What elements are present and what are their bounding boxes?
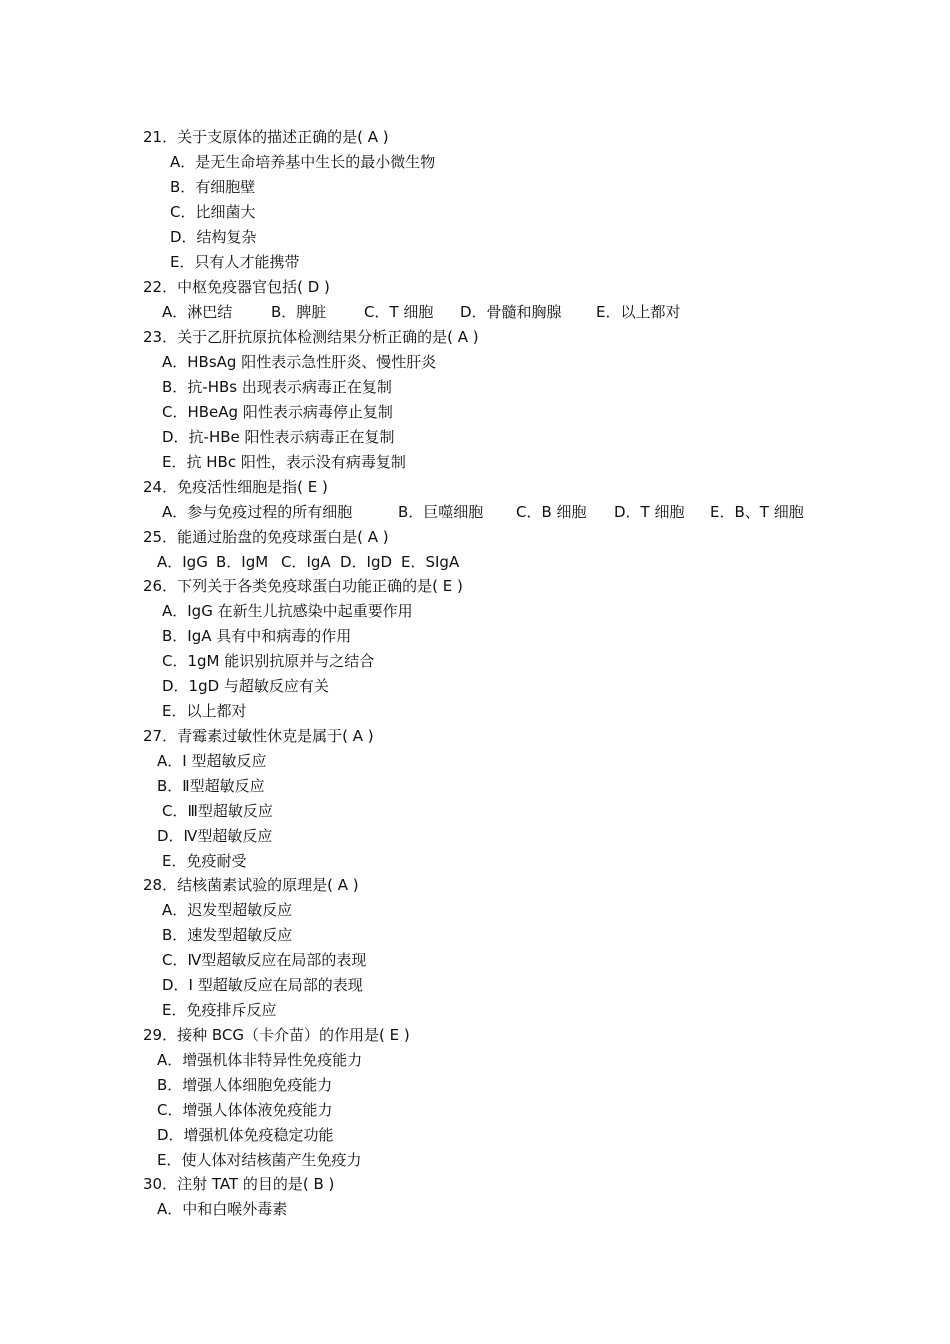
- option-23-e: E．抗 HBc 阳性，表示没有病毒复制: [162, 453, 406, 471]
- option-22-a: A．淋巴结: [162, 303, 233, 321]
- option-21-c: C．比细菌大: [170, 203, 256, 221]
- option-21-e: E．只有人才能携带: [170, 253, 300, 271]
- option-22-c: C．T 细胞: [364, 303, 434, 321]
- option-30-a: A．中和白喉外毒素: [157, 1200, 288, 1218]
- option-26-d: D．1gD 与超敏反应有关: [162, 677, 329, 695]
- option-25-d: D．IgD: [340, 553, 393, 571]
- option-23-d: D．抗-HBe 阳性表示病毒正在复制: [162, 428, 395, 446]
- option-24-d: D．T 细胞: [614, 503, 685, 521]
- option-25-a: A．IgG: [157, 553, 208, 571]
- option-28-e: E．免疫排斥反应: [162, 1001, 277, 1019]
- option-26-e: E．以上都对: [162, 702, 247, 720]
- option-28-b: B．速发型超敏反应: [162, 926, 293, 944]
- option-24-b: B．巨噬细胞: [398, 503, 484, 521]
- option-27-d: D．Ⅳ型超敏反应: [157, 827, 273, 845]
- option-26-b: B．IgA 具有中和病毒的作用: [162, 627, 352, 645]
- option-29-d: D．增强机体免疫稳定功能: [157, 1126, 334, 1144]
- option-28-c: C．Ⅳ型超敏反应在局部的表现: [162, 951, 367, 969]
- option-27-b: B．Ⅱ型超敏反应: [157, 777, 265, 795]
- option-27-c: C．Ⅲ型超敏反应: [162, 802, 273, 820]
- option-29-e: E．使人体对结核菌产生免疫力: [157, 1151, 362, 1169]
- question-28: 28．结核菌素试验的原理是( A ): [143, 876, 359, 894]
- option-21-a: A．是无生命培养基中生长的最小微生物: [170, 153, 436, 171]
- question-25: 25．能通过胎盘的免疫球蛋白是( A ): [143, 528, 389, 546]
- option-24-e: E．B、T 细胞: [710, 503, 804, 521]
- option-29-a: A．增强机体非特异性免疫能力: [157, 1051, 363, 1069]
- option-25-c: C．IgA: [281, 553, 331, 571]
- option-29-c: C．增强人体体液免疫能力: [157, 1101, 333, 1119]
- question-30: 30．注射 TAT 的目的是( B ): [143, 1175, 335, 1193]
- question-21: 21．关于支原体的描述正确的是( A ): [143, 128, 389, 146]
- question-26: 26．下列关于各类免疫球蛋白功能正确的是( E ): [143, 577, 463, 595]
- option-24-c: C．B 细胞: [516, 503, 587, 521]
- option-24-a: A．参与免疫过程的所有细胞: [162, 503, 353, 521]
- option-25-e: E．SIgA: [401, 553, 460, 571]
- option-27-e: E．免疫耐受: [162, 852, 247, 870]
- question-29: 29．接种 BCG（卡介苗）的作用是( E ): [143, 1026, 410, 1044]
- option-26-c: C．1gM 能识别抗原并与之结合: [162, 652, 375, 670]
- option-22-b: B．脾脏: [271, 303, 327, 321]
- option-23-c: C．HBeAg 阳性表示病毒停止复制: [162, 403, 393, 421]
- option-28-d: D．I 型超敏反应在局部的表现: [162, 976, 363, 994]
- question-24: 24．免疫活性细胞是指( E ): [143, 478, 328, 496]
- option-25-b: B．IgM: [216, 553, 269, 571]
- option-23-a: A．HBsAg 阳性表示急性肝炎、慢性肝炎: [162, 353, 437, 371]
- option-21-b: B．有细胞壁: [170, 178, 256, 196]
- option-29-b: B．增强人体细胞免疫能力: [157, 1076, 333, 1094]
- option-23-b: B．抗-HBs 出现表示病毒正在复制: [162, 378, 392, 396]
- question-27: 27．青霉素过敏性休克是属于( A ): [143, 727, 374, 745]
- option-22-d: D．骨髓和胸腺: [460, 303, 562, 321]
- option-26-a: A．IgG 在新生儿抗感染中起重要作用: [162, 602, 413, 620]
- question-23: 23．关于乙肝抗原抗体检测结果分析正确的是( A ): [143, 328, 479, 346]
- option-27-a: A．I 型超敏反应: [157, 752, 267, 770]
- question-22: 22．中枢免疫器官包括( D ): [143, 278, 330, 296]
- option-28-a: A．迟发型超敏反应: [162, 901, 293, 919]
- option-22-e: E．以上都对: [596, 303, 681, 321]
- option-21-d: D．结构复杂: [170, 228, 257, 246]
